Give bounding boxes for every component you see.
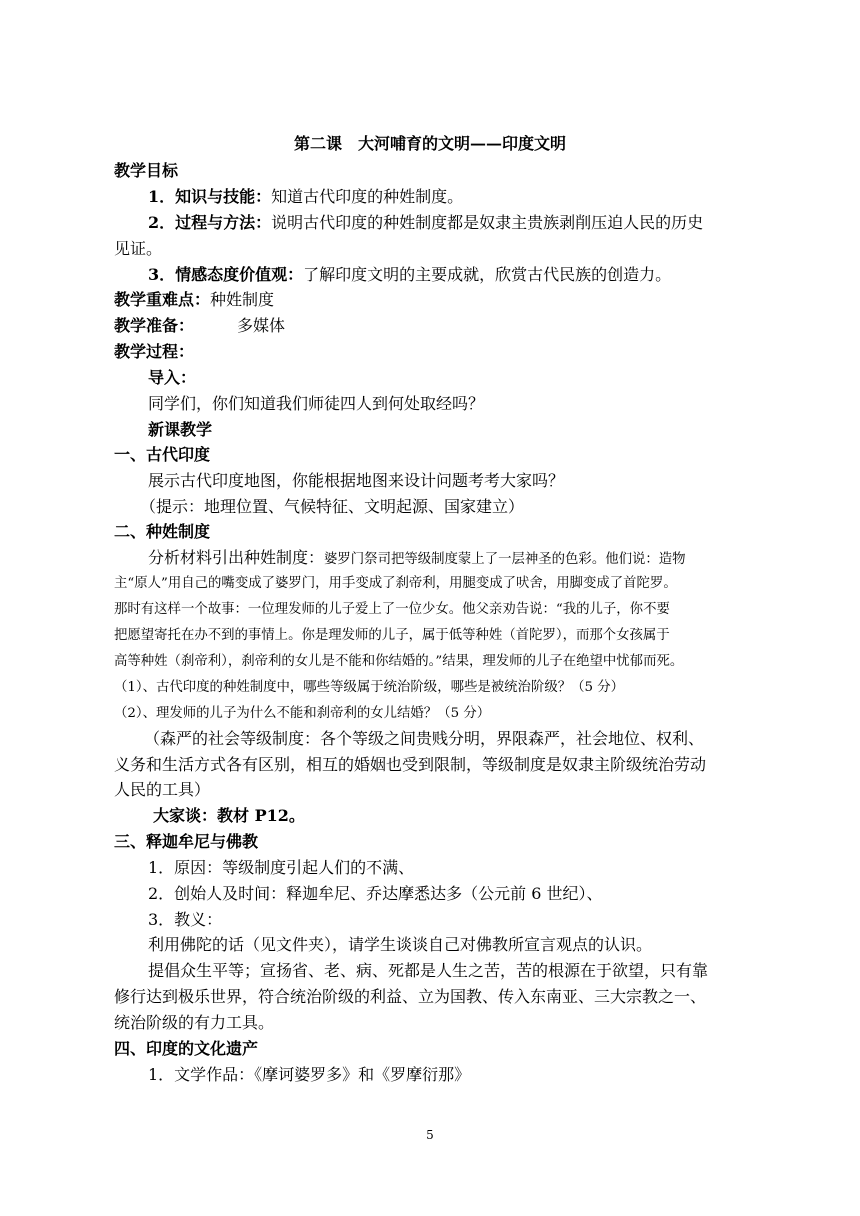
section-2-answer-3: 人民的工具） [114, 780, 211, 799]
section-3-item-2: 2．创始人及时间：释迦牟尼、乔达摩悉达多（公元前 6 世纪）、 [148, 884, 603, 903]
preparation-text: 多媒体 [237, 316, 286, 335]
section-2-heading: 二、种姓制度 [114, 522, 211, 541]
section-2-material-1 [148, 547, 686, 569]
lesson-title: 第二课 大河哺育的文明——印度文明 [293, 134, 566, 153]
section-4-heading: 四、印度的文化遗产 [114, 1039, 259, 1058]
preparation [114, 315, 285, 337]
section-2-question-1: （1）、古代印度的种姓制度中，哪些等级属于统治阶级，哪些是被统治阶级？（5 分） [114, 680, 625, 695]
goal-2 [148, 212, 703, 234]
goal-2-text: 说明古代印度的种姓制度都是奴隶主贵族剥削压迫人民的历史 [271, 213, 704, 232]
section-4-item-1: 1．文学作品：《摩诃婆罗多》和《罗摩衍那》 [148, 1065, 471, 1084]
section-2-material-2: 主“原人”用自己的嘴变成了婆罗门，用手变成了刹帝利，用腿变成了吠舍，用脚变成了首陀罗。 [114, 576, 677, 591]
section-2-discussion: 大家谈：教材 P12。 [153, 806, 305, 825]
section-1-paragraph-1: 展示古代印度地图，你能根据地图来设计问题考考大家吗？ [148, 471, 565, 490]
new-lesson-heading: 新课教学 [148, 420, 213, 439]
section-3-paragraph-1: 利用佛陀的话（见文件夹），请学生谈谈自己对佛教所宣言观点的认识。 [148, 935, 653, 954]
goal-2-continuation: 见证。 [114, 239, 163, 258]
section-1-hint: （提示：地理位置、气候特征、文明起源、国家建立） [140, 497, 525, 516]
key-points [114, 289, 274, 311]
preparation-label: 教学准备： [114, 316, 195, 335]
teaching-goals-heading: 教学目标 [114, 161, 179, 180]
section-2-material-5: 高等种姓（刹帝利），刹帝利的女儿是不能和你结婚的。”结果，理发师的儿子在绝望中忧郁而死。 [114, 654, 684, 669]
section-2-material-1-text: 婆罗门祭司把等级制度蒙上了一层神圣的色彩。他们说：造物 [324, 552, 686, 567]
section-3-paragraph-2-line-3: 统治阶级的有力工具。 [114, 1013, 275, 1032]
section-2-question-2: （2）、理发师的儿子为什么不能和刹帝利的女儿结婚？（5 分） [114, 706, 491, 721]
section-2-lead: 分析材料引出种姓制度： [148, 548, 325, 567]
section-3-item-1: 1．原因：等级制度引起人们的不满、 [148, 858, 415, 877]
section-3-paragraph-2-line-2: 修行达到极乐世界，符合统治阶级的利益、立为国教、传入东南亚、三大宗教之一、 [114, 987, 707, 1006]
section-3-item-3: 3．教义： [148, 910, 223, 929]
section-2-material-3: 那时有这样一个故事：一位理发师的儿子爱上了一位少女。他父亲劝告说：“我的儿子，你不要 [114, 602, 670, 617]
goal-3-label: 3．情感态度价值观： [148, 265, 304, 284]
goal-1-label: 1．知识与技能： [148, 187, 272, 206]
section-2-answer-2: 义务和生活方式各有区别，相互的婚姻也受到限制，等级制度是奴隶主阶级统治劳动 [114, 755, 707, 774]
page-number: 5 [426, 1128, 434, 1142]
section-2-answer-1: （森严的社会等级制度：各个等级之间贵贱分明，界限森严，社会地位、权利、 [144, 729, 705, 748]
section-2-material-4: 把愿望寄托在办不到的事情上。你是理发师的儿子，属于低等种姓（首陀罗），而那个女孩属于 [114, 628, 670, 643]
key-points-text: 种姓制度 [210, 290, 275, 309]
intro-question: 同学们，你们知道我们师徒四人到何处取经吗？ [148, 394, 485, 413]
goal-3-text: 了解印度文明的主要成就，欣赏古代民族的创造力。 [303, 265, 672, 284]
section-3-paragraph-2-line-1: 提倡众生平等；宣扬省、老、病、死都是人生之苦，苦的根源在于欲望，只有靠 [148, 961, 709, 980]
section-1-heading: 一、古代印度 [114, 445, 211, 464]
goal-3 [148, 264, 671, 286]
process-heading: 教学过程： [114, 342, 195, 361]
goal-1-text: 知道古代印度的种姓制度。 [271, 187, 464, 206]
key-points-label: 教学重难点： [114, 290, 211, 309]
intro-label: 导入： [148, 368, 197, 387]
goal-2-label: 2．过程与方法： [148, 213, 272, 232]
goal-1 [148, 186, 463, 208]
section-3-heading: 三、释迦牟尼与佛教 [114, 832, 259, 851]
